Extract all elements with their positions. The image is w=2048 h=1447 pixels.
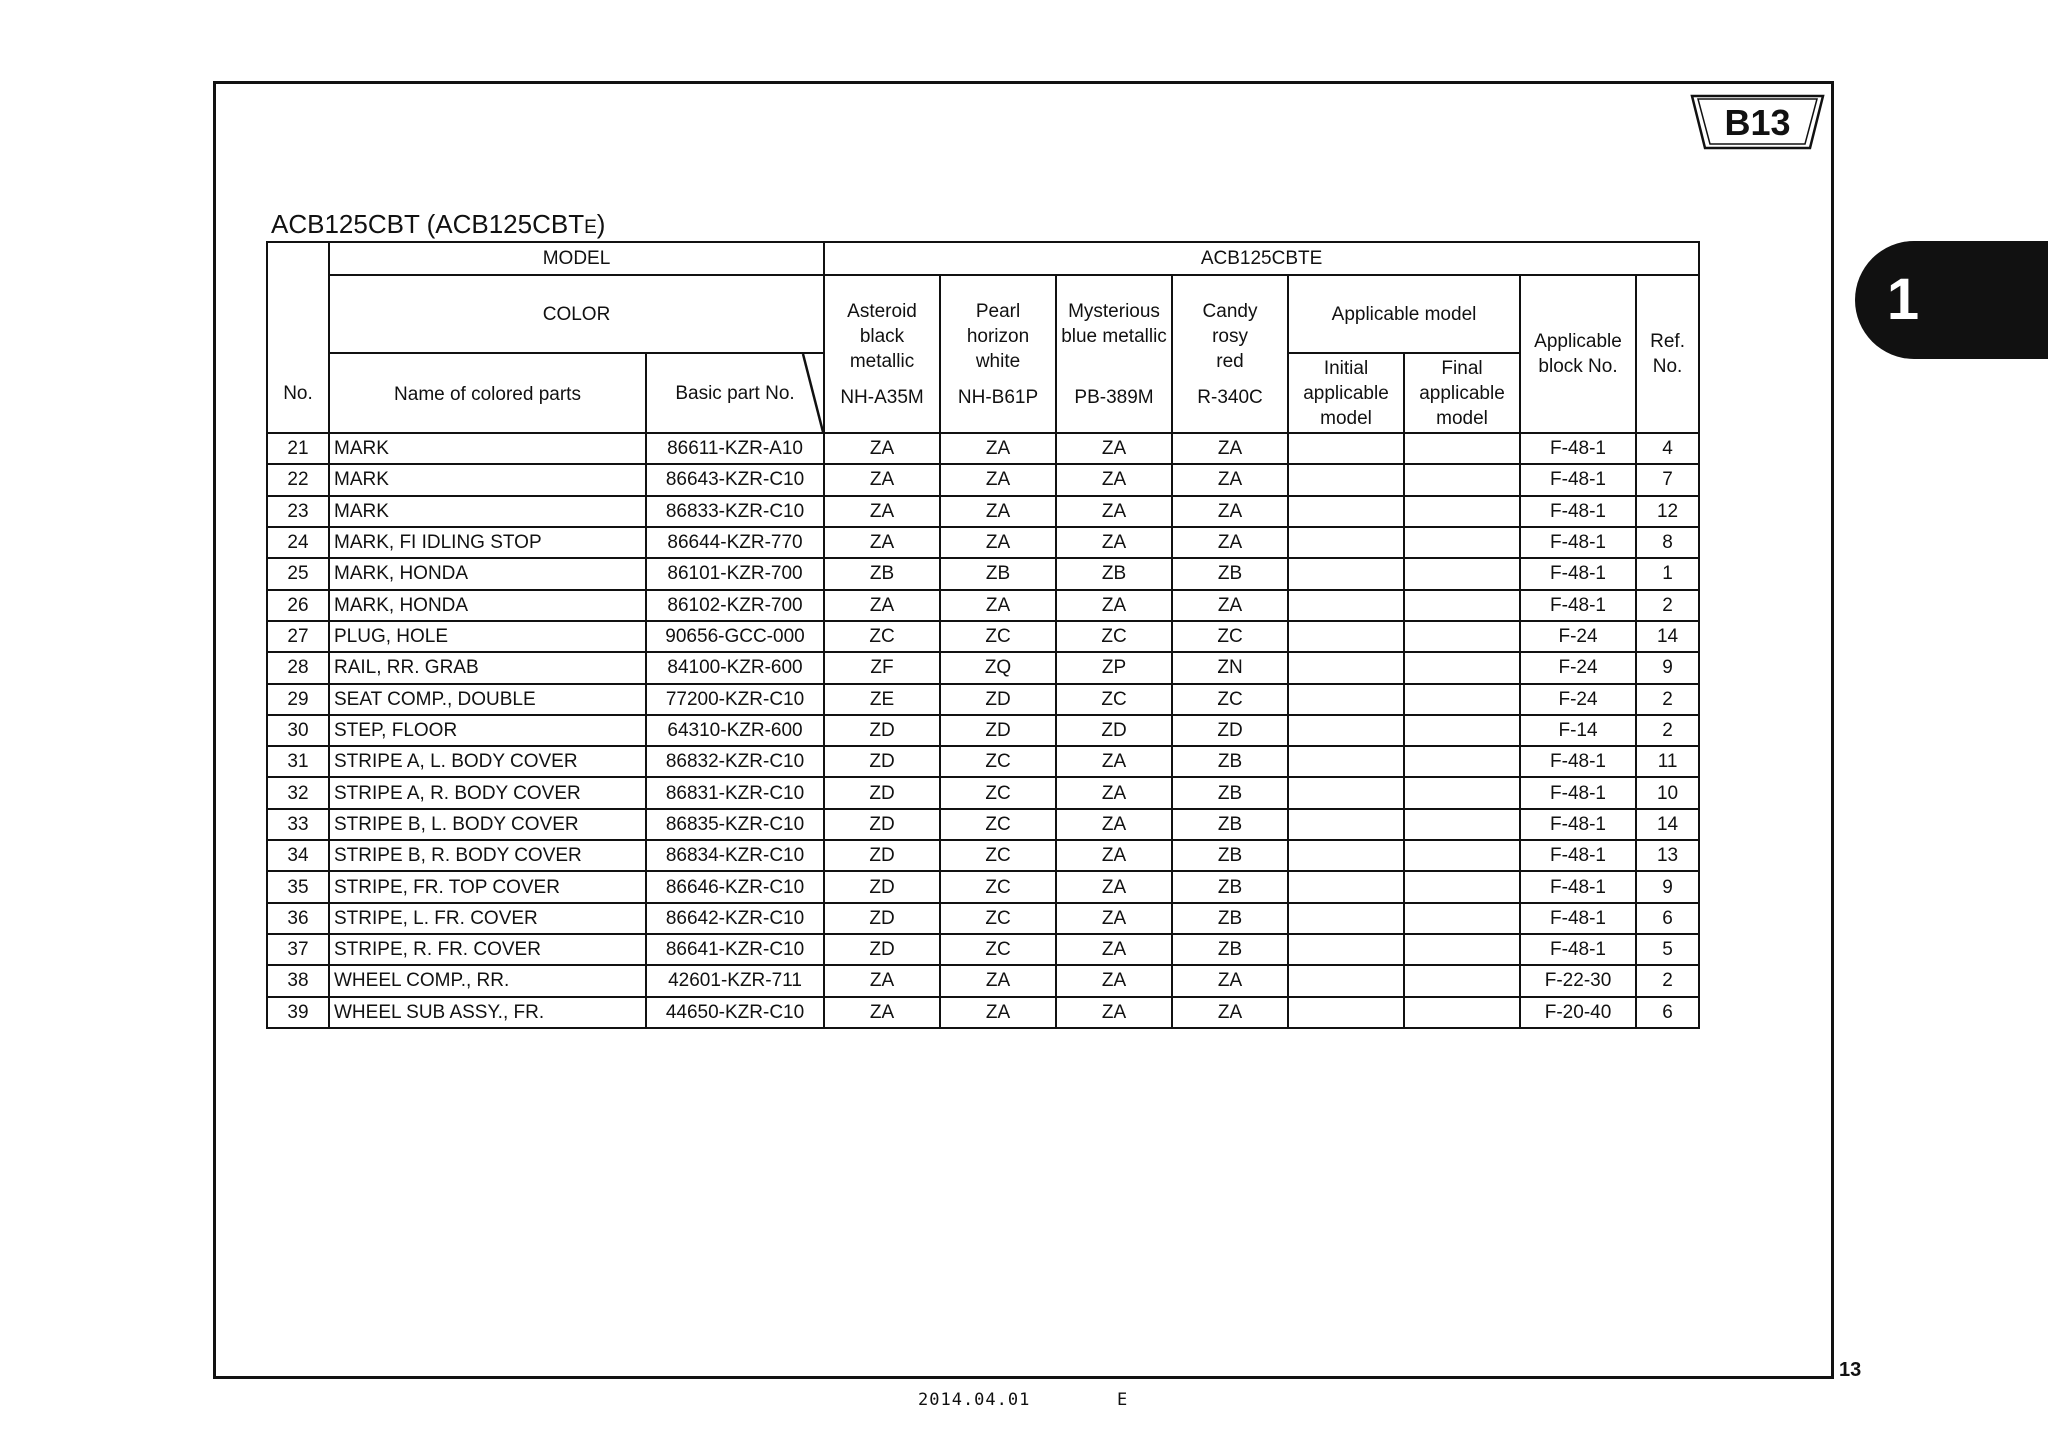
part-name: MARK <box>329 464 646 495</box>
initial-model-cell <box>1288 746 1404 777</box>
part-name: STRIPE A, R. BODY COVER <box>329 777 646 808</box>
color-code-cell: ZC <box>1172 621 1288 652</box>
part-name: WHEEL COMP., RR. <box>329 965 646 996</box>
color-code-cell: ZB <box>824 558 940 589</box>
color-code-cell: ZC <box>940 934 1056 965</box>
table-row <box>267 840 1699 871</box>
color-code-cell: ZB <box>1172 903 1288 934</box>
table-row <box>267 746 1699 777</box>
color-code-cell: ZA <box>940 590 1056 621</box>
row-no: 32 <box>267 777 329 808</box>
row-no: 31 <box>267 746 329 777</box>
final-model-cell <box>1404 746 1520 777</box>
color-code-cell: ZA <box>1056 590 1172 621</box>
basic-part-no: 86644-KZR-770 <box>646 527 824 558</box>
row-no: 24 <box>267 527 329 558</box>
ref-no-cell: 12 <box>1636 496 1699 527</box>
block-badge <box>1690 93 1825 151</box>
part-name: WHEEL SUB ASSY., FR. <box>329 997 646 1028</box>
color-code-cell: ZA <box>1056 809 1172 840</box>
color-code-cell: ZC <box>940 777 1056 808</box>
color-code-cell: ZA <box>1172 464 1288 495</box>
final-model-cell <box>1404 527 1520 558</box>
color-code-cell: ZA <box>1172 997 1288 1028</box>
color-code-cell: ZA <box>1056 903 1172 934</box>
row-no: 39 <box>267 997 329 1028</box>
part-name: MARK <box>329 433 646 464</box>
applicable-block-cell: F-48-1 <box>1520 777 1636 808</box>
applicable-block-cell: F-48-1 <box>1520 871 1636 902</box>
color-code-cell: ZD <box>940 715 1056 746</box>
color-code-cell: ZB <box>1172 809 1288 840</box>
row-no: 34 <box>267 840 329 871</box>
basic-part-no: 86102-KZR-700 <box>646 590 824 621</box>
applicable-block-cell: F-14 <box>1520 715 1636 746</box>
color-code-cell: ZA <box>1172 527 1288 558</box>
ref-no-cell: 13 <box>1636 840 1699 871</box>
color-code-cell: ZA <box>1172 590 1288 621</box>
final-model-cell <box>1404 903 1520 934</box>
table-row <box>267 558 1699 589</box>
color-code-cell: ZC <box>940 903 1056 934</box>
initial-model-cell <box>1288 527 1404 558</box>
color-code-cell: ZD <box>824 934 940 965</box>
ref-no-cell: 4 <box>1636 433 1699 464</box>
color-code-cell: ZB <box>1172 777 1288 808</box>
final-model-cell <box>1404 934 1520 965</box>
color-code-cell: ZA <box>1056 840 1172 871</box>
ref-no-cell: 1 <box>1636 558 1699 589</box>
ref-no-cell: 8 <box>1636 527 1699 558</box>
color-parts-table <box>266 241 1700 1029</box>
basic-part-no: 86643-KZR-C10 <box>646 464 824 495</box>
model-value: ACB125CBTE <box>824 242 1699 275</box>
ref-no-cell: 14 <box>1636 809 1699 840</box>
color-code-cell: ZA <box>824 590 940 621</box>
color-code-cell: ZC <box>940 809 1056 840</box>
col-header-no: No. <box>267 242 329 433</box>
row-no: 22 <box>267 464 329 495</box>
section-tab <box>1855 241 2048 359</box>
basic-part-no: 84100-KZR-600 <box>646 652 824 683</box>
color-code-cell: ZP <box>1056 652 1172 683</box>
color-code-cell: ZD <box>824 840 940 871</box>
color-code-2: NH-B61P <box>957 386 1039 408</box>
part-name: STRIPE, R. FR. COVER <box>329 934 646 965</box>
diagonal-divider-icon <box>801 354 824 432</box>
color-code-cell: ZD <box>824 871 940 902</box>
table-row <box>267 464 1699 495</box>
table-row <box>267 934 1699 965</box>
color-code-cell: ZC <box>940 871 1056 902</box>
initial-model-cell <box>1288 965 1404 996</box>
final-model-cell <box>1404 464 1520 495</box>
table-row <box>267 997 1699 1028</box>
page-number: 13 <box>1839 1359 1862 1381</box>
model-title <box>271 209 605 240</box>
color-code-cell: ZB <box>1172 558 1288 589</box>
table-row <box>267 527 1699 558</box>
color-code-cell: ZB <box>1172 934 1288 965</box>
applicable-block-cell: F-48-1 <box>1520 464 1636 495</box>
basic-part-no: 64310-KZR-600 <box>646 715 824 746</box>
color-code-cell: ZA <box>1172 496 1288 527</box>
final-model-cell <box>1404 590 1520 621</box>
color-code-cell: ZQ <box>940 652 1056 683</box>
table-row <box>267 433 1699 464</box>
initial-model-cell <box>1288 464 1404 495</box>
initial-model-cell <box>1288 652 1404 683</box>
color-code-cell: ZC <box>1172 684 1288 715</box>
color-code-cell: ZA <box>940 527 1056 558</box>
table-row <box>267 652 1699 683</box>
ref-no-header: Ref. No. <box>1636 275 1699 433</box>
part-name: RAIL, RR. GRAB <box>329 652 646 683</box>
color-code-cell: ZD <box>824 903 940 934</box>
ref-no-cell: 9 <box>1636 652 1699 683</box>
part-name: STEP, FLOOR <box>329 715 646 746</box>
part-name: PLUG, HOLE <box>329 621 646 652</box>
model-title-suffix: E <box>584 217 597 238</box>
row-no: 26 <box>267 590 329 621</box>
applicable-block-cell: F-48-1 <box>1520 496 1636 527</box>
initial-model-cell <box>1288 809 1404 840</box>
initial-model-cell <box>1288 840 1404 871</box>
color-code-cell: ZF <box>824 652 940 683</box>
color-code-cell: ZA <box>824 997 940 1028</box>
color-code-cell: ZA <box>1056 464 1172 495</box>
basic-part-no: 86642-KZR-C10 <box>646 903 824 934</box>
table-row <box>267 809 1699 840</box>
color-name-3: Mysterious blue metallic <box>1061 300 1167 347</box>
final-model-cell <box>1404 777 1520 808</box>
final-model-cell <box>1404 715 1520 746</box>
table-row <box>267 903 1699 934</box>
basic-part-no: 86646-KZR-C10 <box>646 871 824 902</box>
basic-part-no: 86611-KZR-A10 <box>646 433 824 464</box>
color-name-2: Pearl horizon white <box>966 300 1030 372</box>
row-no: 21 <box>267 433 329 464</box>
basic-part-no: 86832-KZR-C10 <box>646 746 824 777</box>
color-code-cell: ZD <box>824 809 940 840</box>
row-no: 23 <box>267 496 329 527</box>
color-code-cell: ZN <box>1172 652 1288 683</box>
initial-model-cell <box>1288 433 1404 464</box>
applicable-block-cell: F-24 <box>1520 652 1636 683</box>
ref-no-cell: 2 <box>1636 684 1699 715</box>
part-name: STRIPE A, L. BODY COVER <box>329 746 646 777</box>
color-code-cell: ZA <box>1056 871 1172 902</box>
basic-part-no: 90656-GCC-000 <box>646 621 824 652</box>
applicable-block-cell: F-48-1 <box>1520 527 1636 558</box>
color-header-2 <box>940 275 1056 433</box>
applicable-block-cell: F-48-1 <box>1520 590 1636 621</box>
row-no: 35 <box>267 871 329 902</box>
applicable-block-cell: F-48-1 <box>1520 809 1636 840</box>
color-header-3 <box>1056 275 1172 433</box>
color-code-cell: ZA <box>1056 997 1172 1028</box>
part-name: MARK, HONDA <box>329 590 646 621</box>
part-name: STRIPE, FR. TOP COVER <box>329 871 646 902</box>
table-row <box>267 496 1699 527</box>
color-code-cell: ZD <box>824 715 940 746</box>
part-name: MARK, HONDA <box>329 558 646 589</box>
section-tab-number: 1 <box>1886 267 1920 332</box>
applicable-block-cell: F-48-1 <box>1520 903 1636 934</box>
color-code-cell: ZB <box>1056 558 1172 589</box>
color-code-cell: ZB <box>940 558 1056 589</box>
applicable-block-cell: F-22-30 <box>1520 965 1636 996</box>
ref-no-cell: 2 <box>1636 590 1699 621</box>
initial-model-cell <box>1288 715 1404 746</box>
color-header-1 <box>824 275 940 433</box>
color-code-cell: ZA <box>1172 433 1288 464</box>
basic-part-no: 86833-KZR-C10 <box>646 496 824 527</box>
final-applicable-model-header: Final applicable model <box>1404 353 1520 433</box>
color-code-cell: ZA <box>1056 746 1172 777</box>
color-code-cell: ZA <box>824 433 940 464</box>
initial-model-cell <box>1288 621 1404 652</box>
applicable-block-cell: F-48-1 <box>1520 840 1636 871</box>
table-row <box>267 621 1699 652</box>
table-row <box>267 715 1699 746</box>
ref-no-cell: 5 <box>1636 934 1699 965</box>
color-label: COLOR <box>329 275 824 353</box>
color-code-cell: ZA <box>940 496 1056 527</box>
footer-version: E <box>1117 1390 1128 1410</box>
final-model-cell <box>1404 652 1520 683</box>
final-model-cell <box>1404 871 1520 902</box>
color-code-cell: ZC <box>1056 621 1172 652</box>
color-code-cell: ZC <box>940 840 1056 871</box>
table-row <box>267 871 1699 902</box>
row-no: 38 <box>267 965 329 996</box>
row-no: 27 <box>267 621 329 652</box>
footer-date: 2014.04.01 <box>918 1390 1031 1410</box>
model-title-close: ) <box>596 209 606 239</box>
part-name: STRIPE B, R. BODY COVER <box>329 840 646 871</box>
row-no: 37 <box>267 934 329 965</box>
final-model-cell <box>1404 965 1520 996</box>
col-header-name: Name of colored parts <box>329 353 646 433</box>
color-code-cell: ZA <box>824 965 940 996</box>
color-code-cell: ZC <box>940 621 1056 652</box>
ref-no-cell: 9 <box>1636 871 1699 902</box>
applicable-block-cell: F-48-1 <box>1520 433 1636 464</box>
initial-model-cell <box>1288 684 1404 715</box>
basic-part-no: 86641-KZR-C10 <box>646 934 824 965</box>
color-code-1: NH-A35M <box>840 386 924 408</box>
basic-part-no: 86834-KZR-C10 <box>646 840 824 871</box>
applicable-block-cell: F-48-1 <box>1520 558 1636 589</box>
row-no: 36 <box>267 903 329 934</box>
color-code-3: PB-389M <box>1074 386 1154 408</box>
color-code-cell: ZA <box>940 433 1056 464</box>
color-code-cell: ZA <box>1056 496 1172 527</box>
applicable-block-cell: F-48-1 <box>1520 746 1636 777</box>
final-model-cell <box>1404 997 1520 1028</box>
initial-model-cell <box>1288 871 1404 902</box>
applicable-block-cell: F-48-1 <box>1520 934 1636 965</box>
color-code-cell: ZA <box>940 997 1056 1028</box>
applicable-block-header: Applicable block No. <box>1520 275 1636 433</box>
initial-applicable-model-header: Initial applicable model <box>1288 353 1404 433</box>
model-label: MODEL <box>329 242 824 275</box>
color-code-cell: ZD <box>824 777 940 808</box>
table-row <box>267 965 1699 996</box>
color-code-cell: ZC <box>940 746 1056 777</box>
table-row <box>267 684 1699 715</box>
ref-no-cell: 10 <box>1636 777 1699 808</box>
col-header-basic-part-label: Basic part No. <box>675 382 795 404</box>
ref-no-cell: 2 <box>1636 715 1699 746</box>
initial-model-cell <box>1288 777 1404 808</box>
color-code-cell: ZD <box>824 746 940 777</box>
initial-model-cell <box>1288 496 1404 527</box>
part-name: STRIPE B, L. BODY COVER <box>329 809 646 840</box>
initial-model-cell <box>1288 903 1404 934</box>
applicable-model-header: Applicable model <box>1288 275 1520 353</box>
ref-no-cell: 11 <box>1636 746 1699 777</box>
table-row <box>267 777 1699 808</box>
final-model-cell <box>1404 496 1520 527</box>
color-name-1: Asteroid black metallic <box>847 300 917 372</box>
ref-no-cell: 14 <box>1636 621 1699 652</box>
model-title-main: ACB125CBT (ACB125CBT <box>271 209 585 239</box>
color-code-4: R-340C <box>1197 386 1263 408</box>
color-code-cell: ZA <box>1056 934 1172 965</box>
final-model-cell <box>1404 558 1520 589</box>
basic-part-no: 86101-KZR-700 <box>646 558 824 589</box>
color-name-4: Candy rosy red <box>1202 300 1258 372</box>
ref-no-cell: 2 <box>1636 965 1699 996</box>
basic-part-no: 44650-KZR-C10 <box>646 997 824 1028</box>
table-body <box>267 433 1699 1028</box>
color-code-cell: ZD <box>940 684 1056 715</box>
part-name: SEAT COMP., DOUBLE <box>329 684 646 715</box>
final-model-cell <box>1404 809 1520 840</box>
color-code-cell: ZA <box>940 464 1056 495</box>
color-code-cell: ZA <box>824 527 940 558</box>
initial-model-cell <box>1288 590 1404 621</box>
color-code-cell: ZA <box>1056 527 1172 558</box>
color-code-cell: ZD <box>1056 715 1172 746</box>
color-code-cell: ZC <box>1056 684 1172 715</box>
color-code-cell: ZA <box>940 965 1056 996</box>
table-row <box>267 590 1699 621</box>
color-code-cell: ZA <box>824 464 940 495</box>
initial-model-cell <box>1288 997 1404 1028</box>
part-name: STRIPE, L. FR. COVER <box>329 903 646 934</box>
row-no: 28 <box>267 652 329 683</box>
basic-part-no: 86835-KZR-C10 <box>646 809 824 840</box>
final-model-cell <box>1404 840 1520 871</box>
applicable-block-cell: F-20-40 <box>1520 997 1636 1028</box>
color-code-cell: ZC <box>824 621 940 652</box>
basic-part-no: 77200-KZR-C10 <box>646 684 824 715</box>
part-name: MARK, FI IDLING STOP <box>329 527 646 558</box>
final-model-cell <box>1404 684 1520 715</box>
final-model-cell <box>1404 433 1520 464</box>
basic-part-no: 86831-KZR-C10 <box>646 777 824 808</box>
color-code-cell: ZB <box>1172 746 1288 777</box>
applicable-block-cell: F-24 <box>1520 621 1636 652</box>
color-code-cell: ZE <box>824 684 940 715</box>
final-model-cell <box>1404 621 1520 652</box>
color-code-cell: ZA <box>824 496 940 527</box>
initial-model-cell <box>1288 558 1404 589</box>
color-code-cell: ZB <box>1172 871 1288 902</box>
ref-no-cell: 6 <box>1636 997 1699 1028</box>
basic-part-no: 42601-KZR-711 <box>646 965 824 996</box>
col-header-basic-part <box>646 353 824 433</box>
color-code-cell: ZB <box>1172 840 1288 871</box>
color-code-cell: ZA <box>1172 965 1288 996</box>
color-code-cell: ZA <box>1056 777 1172 808</box>
color-code-cell: ZA <box>1056 433 1172 464</box>
row-no: 30 <box>267 715 329 746</box>
row-no: 29 <box>267 684 329 715</box>
part-name: MARK <box>329 496 646 527</box>
ref-no-cell: 7 <box>1636 464 1699 495</box>
ref-no-cell: 6 <box>1636 903 1699 934</box>
color-code-cell: ZD <box>1172 715 1288 746</box>
applicable-block-cell: F-24 <box>1520 684 1636 715</box>
block-badge-label: B13 <box>1724 102 1791 143</box>
row-no: 33 <box>267 809 329 840</box>
color-header-4 <box>1172 275 1288 433</box>
row-no: 25 <box>267 558 329 589</box>
color-code-cell: ZA <box>1056 965 1172 996</box>
initial-model-cell <box>1288 934 1404 965</box>
